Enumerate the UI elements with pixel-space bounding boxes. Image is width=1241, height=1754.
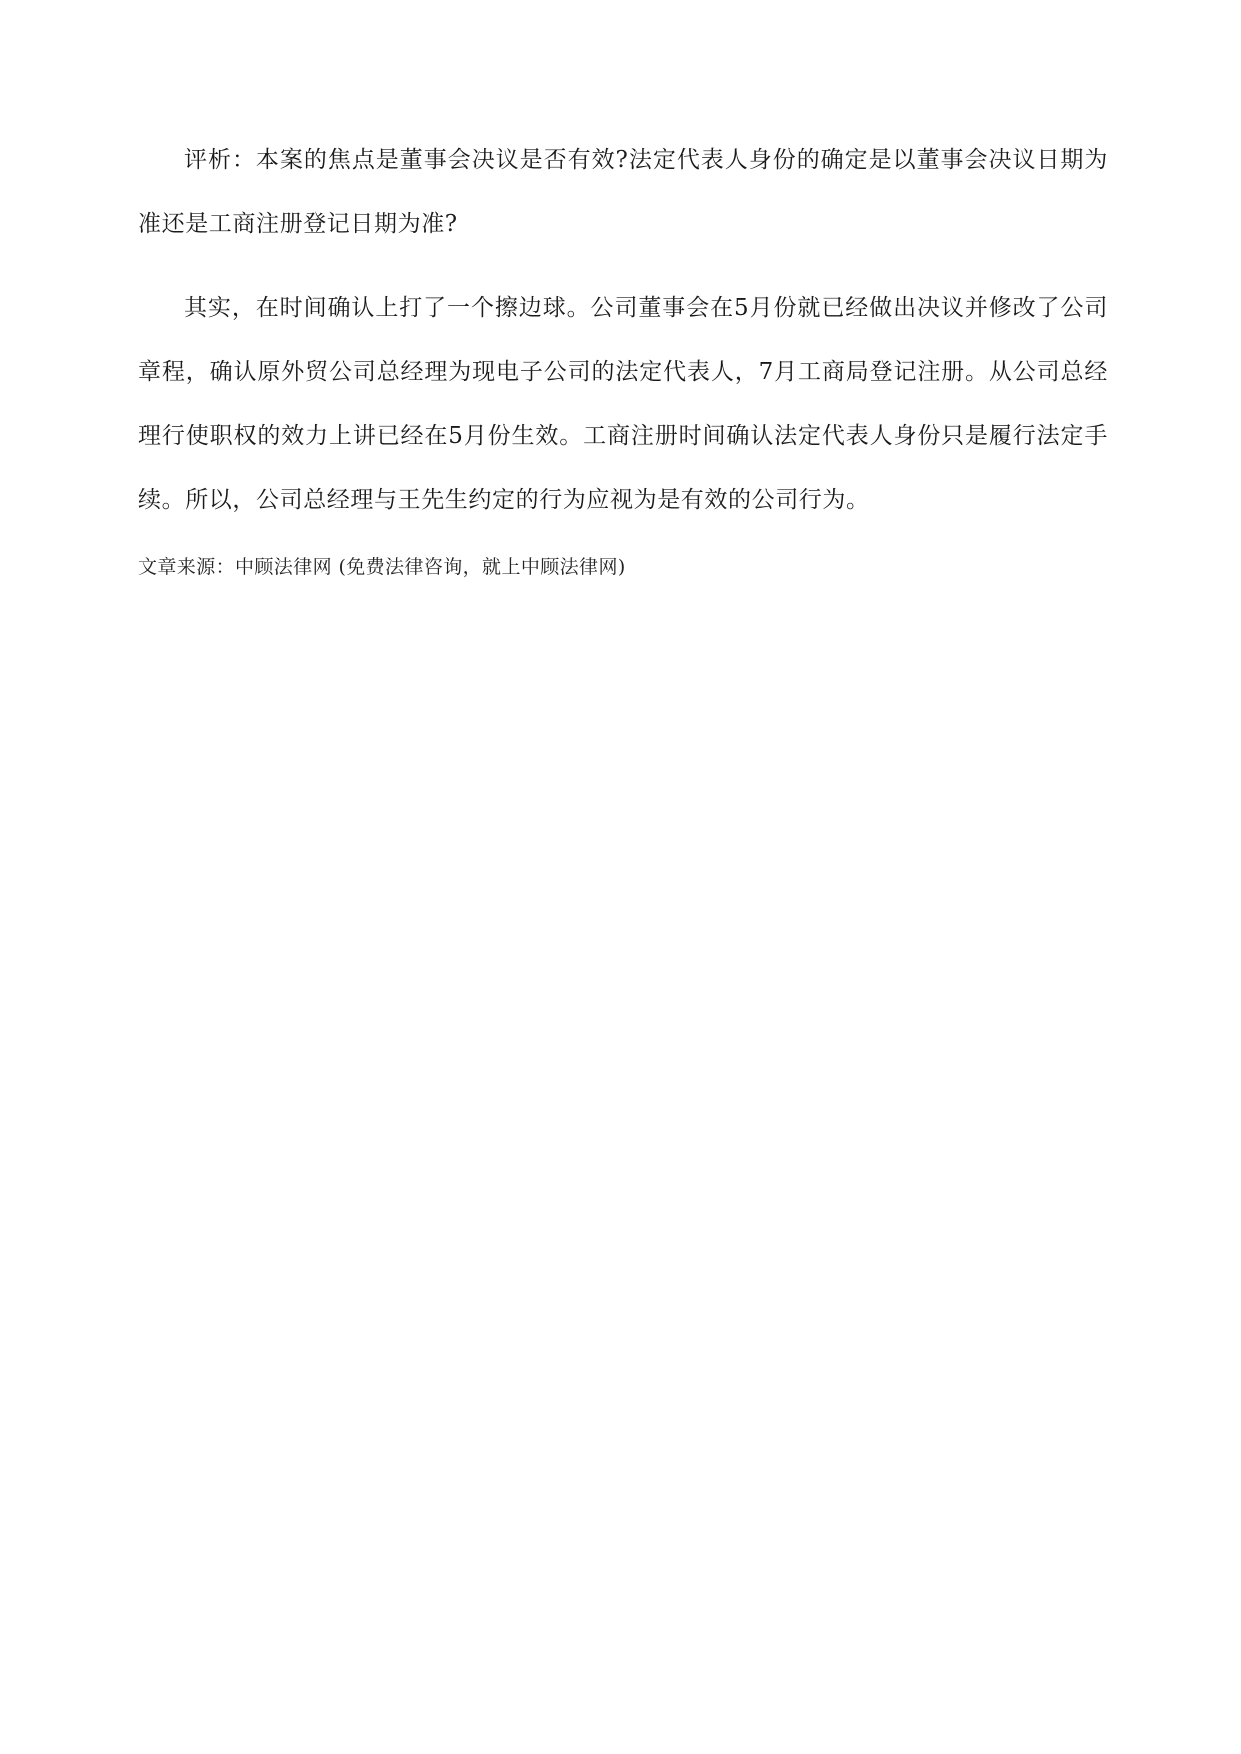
explanation-paragraph: 其实，在时间确认上打了一个擦边球。公司董事会在5月份就已经做出决议并修改了公司章程，确认原外贸公司总经理为现电子公司的法定代表人，7月工商局登记注册。从公司总经理行使职权的效力上讲已经在5月份生效。工商注册时间确认法定代表人身份只是履行法定手续。所以，公司总经理与王先生约定的行为应视为是有效的公司行为。 bbox=[138, 295, 1108, 513]
article-source-line: 文章来源：中顾法律网 (免费法律咨询，就上中顾法律网) bbox=[138, 556, 626, 578]
analysis-paragraph: 评析：本案的焦点是董事会决议是否有效?法定代表人身份的确定是以董事会决议日期为准还是工商注册登记日期为准? bbox=[138, 147, 1108, 237]
document-body bbox=[138, 128, 1108, 582]
